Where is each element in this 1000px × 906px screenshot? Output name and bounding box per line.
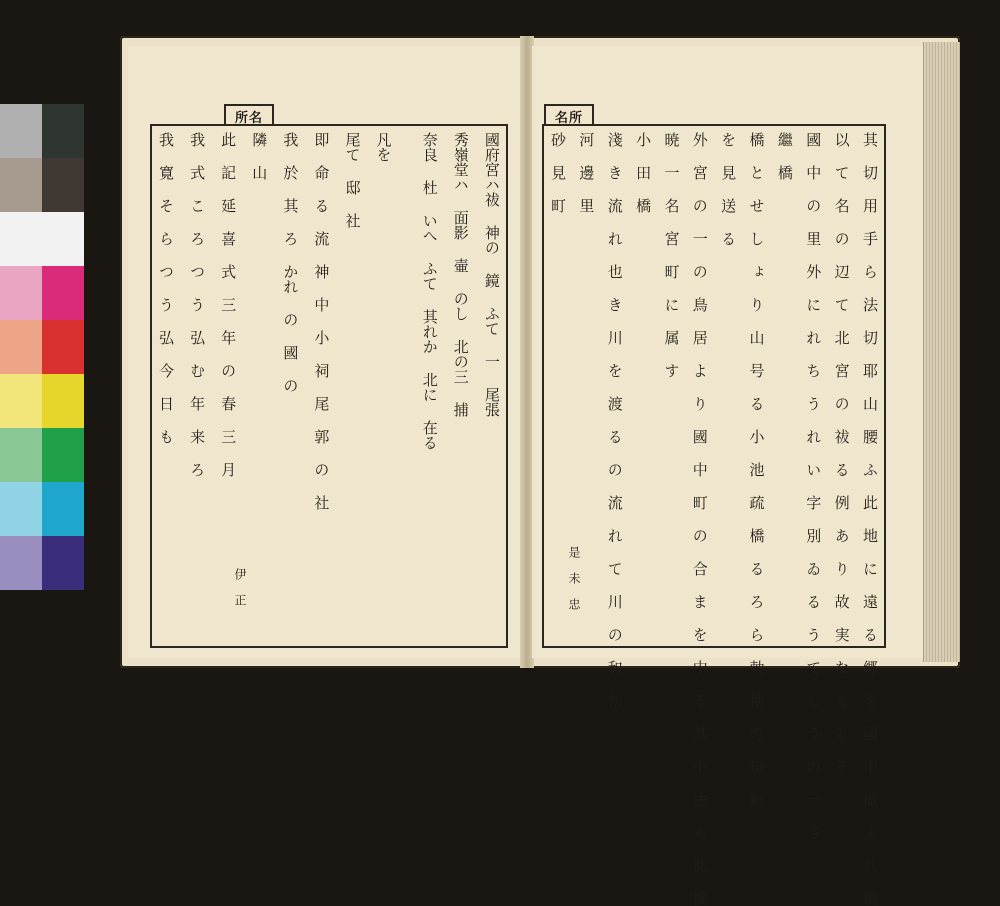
calibration-swatch (42, 374, 84, 428)
right-text-columns (549, 132, 879, 906)
calibration-swatch (0, 212, 42, 266)
calibration-swatch (0, 266, 42, 320)
text-column: 隣 山 (250, 132, 269, 180)
calibration-swatch (0, 428, 42, 482)
calibration-swatch (0, 482, 42, 536)
text-column: 我 式 こ ろ つ う 弘 む 年 来 ろ (188, 132, 207, 477)
text-column: 橋 と せ し ょ り 山 号 る 小 池 疏 橋 る ろ ら 勅 使 の 掛 歓 (747, 132, 766, 807)
text-column: 即 命 る 流 神 中 小 祠 尾 郭 の 社 (312, 132, 331, 510)
calibration-swatch (0, 158, 42, 212)
text-column: を 見 送 る (719, 132, 738, 246)
text-column: 河 邊 里 (577, 132, 596, 213)
left-page-header: 所名 (224, 104, 274, 126)
calibration-swatch (42, 482, 84, 536)
open-book (120, 36, 960, 906)
page-edges (923, 42, 960, 662)
text-column: 國府宮ハ祓 神の 鏡 ふて 一 尾張 (482, 132, 501, 417)
left-credit: 伊 正 (233, 568, 247, 606)
color-calibration-strip (0, 104, 84, 590)
text-column: 小 田 橋 (634, 132, 653, 213)
calibration-swatch (42, 428, 84, 482)
text-column: 以 て 名 の 辺 て 北 宮 の 祓 る 例 あ り 故 実 な る と そ (832, 132, 851, 774)
left-text-frame (150, 124, 508, 648)
right-credit: 是 未 忠 (567, 546, 581, 610)
calibration-swatch (0, 320, 42, 374)
left-text-columns (158, 132, 500, 640)
text-column: 秀嶺堂ハ 面影 壷 のし 北の三 捕 (451, 132, 470, 417)
calibration-swatch (42, 104, 84, 158)
text-column: 其 切 用 手 ら 法 切 耶 山 腰 ふ 此 地 に 遠 る 郷 を 國 中 撤 ふ 八 橋 (860, 132, 879, 906)
text-column: 我 寛 そ ら つ う 弘 今 日 も (157, 132, 175, 444)
calibration-swatch (0, 374, 42, 428)
calibration-swatch (0, 536, 42, 590)
calibration-swatch (42, 266, 84, 320)
text-column: 國 中 の 里 外 に れ ち う れ い 字 別 ゐ る う て し う の 一 さ (804, 132, 823, 840)
calibration-swatch (42, 158, 84, 212)
calibration-swatch (42, 320, 84, 374)
calibration-swatch (0, 104, 42, 158)
calibration-swatch (42, 212, 84, 266)
text-column: 凡を (374, 132, 393, 162)
text-column: 繼 橋 (775, 132, 794, 180)
text-column: 外 宮 の 一 の 鳥 居 よ り 國 中 町 の 合 ま を 中 る 其 中 途 る 此 橋 (690, 132, 709, 906)
text-column: 我 於 其 ろ かれ の 國 の (281, 132, 300, 393)
text-column: 砂 見 町 (549, 132, 567, 213)
text-column: 奈良 杜 いへ ふて 其れか 北に 在る (420, 132, 439, 450)
right-page-header: 名所 (544, 104, 594, 126)
calibration-swatch (42, 536, 84, 590)
text-column: 此 記 延 喜 式 三 年 の 春 三 月 (219, 132, 238, 477)
text-column: 暁 一 名 宮 町 に 属 す (662, 132, 681, 378)
text-column: 淺 き 流 れ 也 き 川 を 渡 る の 流 れ て 川 の 和 松 (605, 132, 624, 708)
right-text-frame (542, 124, 886, 906)
left-page (128, 46, 527, 658)
text-column: 尾て 邸 社 (343, 132, 362, 228)
right-page (532, 46, 924, 906)
